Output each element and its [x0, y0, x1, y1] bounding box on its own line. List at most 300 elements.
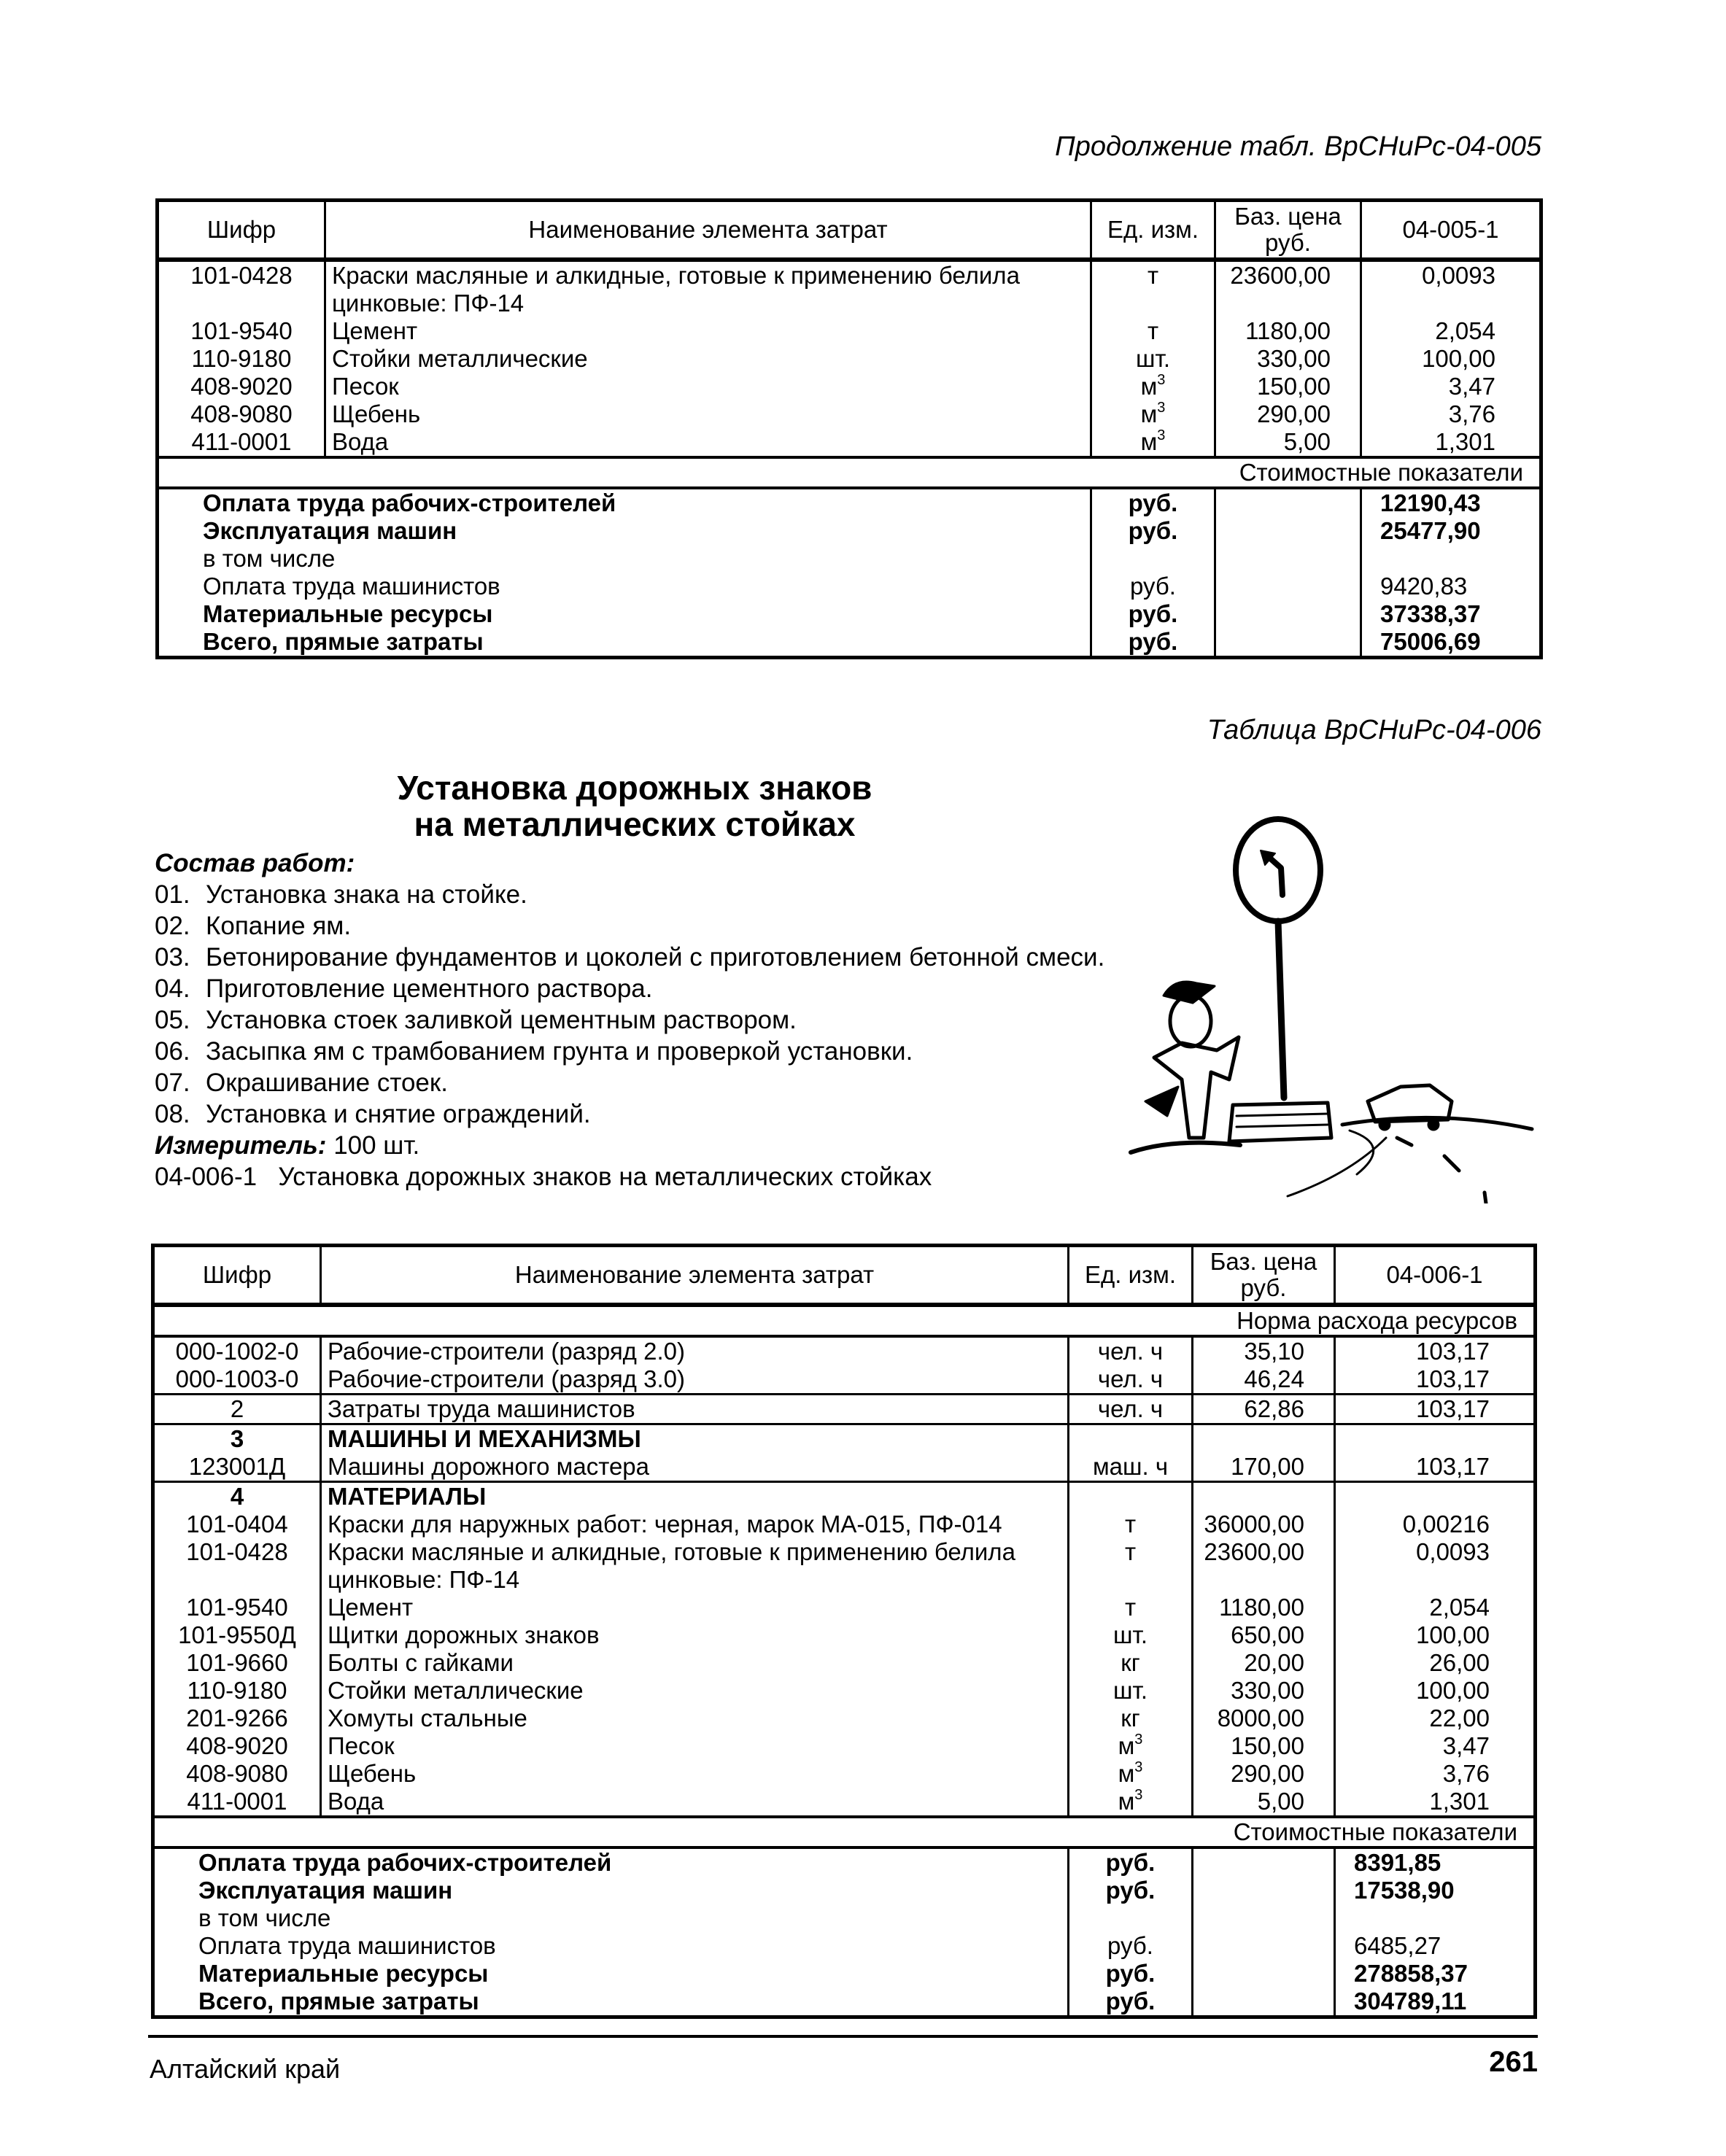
cost-unit: руб.: [1091, 517, 1215, 545]
cost-unit: руб.: [1091, 573, 1215, 600]
cell-unit: [1069, 1538, 1193, 1594]
cost-price-empty: [1215, 628, 1361, 658]
cell-unit: [1069, 1511, 1193, 1538]
cell-unit: [1091, 373, 1215, 400]
cell-value: [1335, 1482, 1536, 1511]
col-header-code: Шифр: [153, 1246, 321, 1306]
section-label: Норма расхода ресурсов: [153, 1305, 1536, 1336]
item-text: Установка стоек заливкой цементным раствором.: [206, 1006, 797, 1034]
table-row: [153, 1336, 1536, 1365]
unit-text: м: [1118, 1732, 1135, 1759]
cost-unit: руб.: [1069, 1932, 1193, 1960]
cost-value: 8391,85: [1354, 1849, 1441, 1876]
cell-name: [321, 1453, 1069, 1482]
unit-text: чел. ч: [1097, 1338, 1164, 1365]
name-text: Песок: [332, 373, 399, 400]
cell-code: 408-9080: [153, 1760, 321, 1788]
name-text-continued: цинковые: ПФ-14: [328, 1566, 520, 1593]
cell-price: 150,00: [1215, 373, 1361, 400]
cost-row: [158, 628, 1541, 658]
cell-price: 46,24: [1193, 1365, 1335, 1395]
cell-price: 170,00: [1193, 1453, 1335, 1482]
name-text: Щебень: [328, 1760, 417, 1787]
cost-name: Всего, прямые затраты: [153, 1988, 1069, 2017]
cell-unit: [1091, 400, 1215, 428]
unit-superscript: 3: [1134, 1787, 1143, 1803]
cost-name: Оплата труда машинистов: [158, 573, 1091, 600]
cost-name: Эксплуатация машин: [158, 517, 1091, 545]
composition-item: [155, 973, 1104, 1004]
cell-value: 103,17: [1416, 1453, 1490, 1480]
page-number: 261: [1489, 2046, 1538, 2078]
resource-section-header: [153, 1305, 1536, 1336]
cell-value: 1,301: [1429, 1788, 1490, 1815]
cost-unit: руб.: [1091, 600, 1215, 628]
norm-code: 04-006-1: [155, 1163, 258, 1191]
cell-price: 330,00: [1193, 1677, 1335, 1705]
col-header-name: Наименование элемента затрат: [321, 1246, 1069, 1306]
name-text: Краски для наружных работ: черная, марок МА-015, ПФ-014: [328, 1511, 1002, 1537]
cost-row: [158, 488, 1541, 517]
cost-row: [153, 1932, 1536, 1960]
unit-text: кг: [1121, 1649, 1140, 1676]
cost-value: 304789,11: [1354, 1988, 1467, 2015]
name-text: Краски масляные и алкидные, готовые к применению белила: [332, 262, 1020, 289]
unit-superscript: 3: [1157, 372, 1166, 388]
cost-price-empty: [1193, 1877, 1335, 1904]
cell-name: [321, 1511, 1069, 1538]
table-row: [158, 317, 1541, 345]
table-row: [153, 1705, 1536, 1732]
table-header-row: [153, 1246, 1536, 1306]
cost-name: Материальные ресурсы: [158, 600, 1091, 628]
item-number: 07.: [155, 1069, 190, 1097]
cost-unit: [1091, 545, 1215, 573]
cell-price: 36000,00: [1193, 1511, 1335, 1538]
cell-unit: [1069, 1482, 1193, 1511]
cost-value: 278858,37: [1354, 1960, 1468, 1987]
cell-name: [321, 1538, 1069, 1594]
cost-price-empty: [1215, 517, 1361, 545]
cost-value: [1335, 1904, 1536, 1932]
cost-unit: руб.: [1091, 628, 1215, 658]
unit-superscript: 3: [1157, 400, 1166, 416]
cell-price: 62,86: [1193, 1395, 1335, 1424]
cost-value: 17538,90: [1354, 1877, 1455, 1904]
cost-unit: руб.: [1069, 1847, 1193, 1877]
table-row: [153, 1760, 1536, 1788]
unit-text: чел. ч: [1097, 1365, 1164, 1392]
cell-code: 201-9266: [153, 1705, 321, 1732]
col-header-norm: 04-005-1: [1361, 201, 1541, 260]
cost-name: в том числе: [158, 545, 1091, 573]
unit-text: т: [1124, 1538, 1137, 1565]
norm-line: [155, 1161, 1104, 1193]
item-number: 04.: [155, 974, 190, 1003]
unit-text: т: [1147, 317, 1159, 344]
cell-name: МАШИНЫ И МЕХАНИЗМЫ: [321, 1424, 1069, 1454]
name-text: Болты с гайками: [328, 1649, 514, 1676]
section-label: Стоимостные показатели: [158, 457, 1541, 488]
cell-code: 2: [153, 1395, 321, 1424]
norm-title: Установка дорожных знаков на металлических стойках: [278, 1163, 932, 1191]
cell-unit: [1091, 260, 1215, 317]
cell-code: 408-9020: [158, 373, 325, 400]
cell-value: 103,17: [1416, 1365, 1490, 1392]
car-icon: [1368, 1085, 1452, 1131]
cell-name: [325, 260, 1091, 317]
cost-row: [153, 1904, 1536, 1932]
group-row: [153, 1424, 1536, 1454]
name-text-continued: цинковые: ПФ-14: [332, 290, 525, 317]
cost-unit: руб.: [1069, 1960, 1193, 1988]
cell-price: 20,00: [1193, 1649, 1335, 1677]
cell-price: 1180,00: [1193, 1594, 1335, 1621]
cell-value: 26,00: [1429, 1649, 1490, 1676]
cell-price: 290,00: [1193, 1760, 1335, 1788]
unit-superscript: 3: [1157, 427, 1166, 443]
cost-unit: руб.: [1069, 1988, 1193, 2017]
cell-unit: [1069, 1621, 1193, 1649]
cell-value: 2,054: [1429, 1594, 1490, 1621]
cell-price: 290,00: [1215, 400, 1361, 428]
cell-value: 2,054: [1435, 317, 1495, 344]
cell-code: 110-9180: [158, 345, 325, 373]
cell-name: [321, 1365, 1069, 1395]
cost-value: 75006,69: [1380, 628, 1481, 655]
cell-name: [325, 373, 1091, 400]
item-number: 06.: [155, 1037, 190, 1066]
table-row: [153, 1453, 1536, 1482]
cell-code: 101-9550Д: [153, 1621, 321, 1649]
cost-value: [1361, 545, 1541, 573]
cell-price: 35,10: [1193, 1336, 1335, 1365]
cost-row: [158, 517, 1541, 545]
col-header-code: Шифр: [158, 201, 325, 260]
table-caption: Таблица ВрСНиРс-04-006: [1207, 715, 1541, 745]
cell-code: 101-9540: [158, 317, 325, 345]
cell-price: 1180,00: [1215, 317, 1361, 345]
table-row: [153, 1511, 1536, 1538]
cell-value: [1335, 1424, 1536, 1454]
cell-price: 8000,00: [1193, 1705, 1335, 1732]
sign-pole: [1278, 921, 1284, 1098]
unit-text: чел. ч: [1097, 1395, 1164, 1422]
cell-name: МАТЕРИАЛЫ: [321, 1482, 1069, 1511]
meter-line: [155, 1130, 1104, 1161]
name-text: Цемент: [328, 1594, 414, 1621]
composition-item: [155, 942, 1104, 973]
name-text: Стойки металлические: [332, 345, 588, 372]
item-text: Установка и снятие ограждений.: [206, 1100, 591, 1128]
table-row: [153, 1365, 1536, 1395]
unit-text: т: [1124, 1511, 1137, 1537]
name-text: Цемент: [332, 317, 418, 344]
table-row: [153, 1788, 1536, 1817]
item-number: 01.: [155, 880, 190, 909]
cell-code: 101-0404: [153, 1511, 321, 1538]
cell-name: [321, 1621, 1069, 1649]
name-text: Рабочие-строители (разряд 2.0): [328, 1338, 685, 1365]
cell-code: 123001Д: [153, 1453, 321, 1482]
cost-name: Материальные ресурсы: [153, 1960, 1069, 1988]
cost-name: Эксплуатация машин: [153, 1877, 1069, 1904]
cell-name: [325, 317, 1091, 345]
table-row: [158, 373, 1541, 400]
col-header-norm: 04-006-1: [1335, 1246, 1536, 1306]
cell-code: 101-0428: [153, 1538, 321, 1594]
cell-unit: [1069, 1677, 1193, 1705]
name-text: Вода: [328, 1788, 384, 1815]
cost-unit: [1069, 1904, 1193, 1932]
cell-unit: [1091, 345, 1215, 373]
unit-text: шт.: [1112, 1677, 1148, 1704]
cost-price-empty: [1193, 1988, 1335, 2017]
cell-value: 3,47: [1442, 1732, 1490, 1759]
unit-text: маш. ч: [1092, 1453, 1169, 1480]
item-number: 08.: [155, 1100, 190, 1128]
cell-unit: [1069, 1395, 1193, 1424]
composition-item: [155, 1036, 1104, 1067]
cell-name: [325, 400, 1091, 428]
cell-value: 3,76: [1448, 400, 1495, 427]
table-row: [153, 1594, 1536, 1621]
cell-price: 23600,00: [1215, 260, 1361, 317]
cost-value: 6485,27: [1354, 1932, 1441, 1959]
cost-price-empty: [1193, 1904, 1335, 1932]
cost-unit: руб.: [1091, 488, 1215, 517]
col-header-unit: Ед. изм.: [1091, 201, 1215, 260]
cell-value: 0,0093: [1422, 262, 1495, 289]
table-header-row: [158, 201, 1541, 260]
cell-unit: [1069, 1365, 1193, 1395]
cost-row: [158, 573, 1541, 600]
item-text: Окрашивание стоек.: [206, 1069, 448, 1097]
cost-value: 37338,37: [1380, 600, 1481, 627]
table-row: [158, 428, 1541, 457]
cell-code: 3: [153, 1424, 321, 1454]
cost-value: 9420,83: [1380, 573, 1468, 600]
footer-region: Алтайский край: [150, 2054, 341, 2084]
unit-superscript: 3: [1134, 1759, 1143, 1775]
cost-name: Всего, прямые затраты: [158, 628, 1091, 658]
worker-with-road-sign-icon: [1109, 795, 1561, 1203]
name-text: Рабочие-строители (разряд 3.0): [328, 1365, 685, 1392]
cell-name: [325, 345, 1091, 373]
composition-item: [155, 1004, 1104, 1036]
unit-text: м: [1118, 1760, 1135, 1787]
cost-price-empty: [1193, 1847, 1335, 1877]
meter-value: 100 шт.: [333, 1131, 420, 1160]
cell-unit: [1069, 1424, 1193, 1454]
cell-price: [1193, 1424, 1335, 1454]
composition-item: [155, 879, 1104, 910]
cell-unit: [1069, 1336, 1193, 1365]
item-text: Копание ям.: [206, 912, 352, 940]
cell-value: 3,76: [1442, 1760, 1490, 1787]
cell-code: 411-0001: [153, 1788, 321, 1817]
cost-row: [153, 1877, 1536, 1904]
cell-name: [321, 1732, 1069, 1760]
footer-divider: [148, 2035, 1538, 2038]
cost-value: 25477,90: [1380, 517, 1481, 544]
worker-figure: [1131, 982, 1240, 1152]
section-label: Стоимостные показатели: [153, 1817, 1536, 1847]
unit-text: т: [1124, 1594, 1137, 1621]
meter-label: Измеритель:: [155, 1131, 327, 1160]
col-header-unit: Ед. изм.: [1069, 1246, 1193, 1306]
continuation-caption: Продолжение табл. ВрСНиРс-04-005: [1055, 131, 1541, 162]
cost-row: [153, 1847, 1536, 1877]
turn-left-arrow-icon: [1268, 856, 1282, 895]
cell-value: 0,00216: [1402, 1511, 1490, 1537]
cell-price: 330,00: [1215, 345, 1361, 373]
col-header-price: Баз. цена руб.: [1193, 1246, 1335, 1306]
composition-heading: Состав работ:: [155, 849, 355, 877]
table-row: [158, 260, 1541, 317]
table-row: [153, 1732, 1536, 1760]
cell-value: 103,17: [1335, 1395, 1536, 1424]
cell-unit: [1091, 428, 1215, 457]
cell-unit: [1069, 1788, 1193, 1817]
cell-price: 5,00: [1193, 1788, 1335, 1817]
cell-value: 100,00: [1422, 345, 1495, 372]
unit-text: м: [1140, 428, 1158, 455]
composition-item: [155, 910, 1104, 942]
unit-text: м: [1140, 373, 1158, 400]
item-text: Бетонирование фундаментов и цоколей с приготовлением бетонной смеси.: [206, 943, 1105, 972]
cost-unit: руб.: [1069, 1877, 1193, 1904]
name-text: Стойки металлические: [328, 1677, 584, 1704]
cell-name: [321, 1760, 1069, 1788]
unit-text: шт.: [1135, 345, 1171, 372]
cell-code: 101-9540: [153, 1594, 321, 1621]
table-row: [153, 1621, 1536, 1649]
composition-item: [155, 1098, 1104, 1130]
cell-value: 22,00: [1429, 1705, 1490, 1732]
table-row: [153, 1677, 1536, 1705]
cell-code: 408-9080: [158, 400, 325, 428]
cost-price-empty: [1215, 600, 1361, 628]
cost-row: [158, 600, 1541, 628]
cell-name: [321, 1788, 1069, 1817]
cell-unit: [1069, 1594, 1193, 1621]
item-number: 05.: [155, 1006, 190, 1034]
cell-name: [321, 1677, 1069, 1705]
cell-unit: [1069, 1760, 1193, 1788]
cell-value: 100,00: [1416, 1621, 1490, 1648]
cost-price-empty: [1215, 488, 1361, 517]
unit-text: шт.: [1112, 1621, 1148, 1648]
cell-price: 23600,00: [1193, 1538, 1335, 1594]
cell-name: [325, 428, 1091, 457]
item-number: 02.: [155, 912, 190, 940]
cell-value: 1,301: [1435, 428, 1495, 455]
cell-name: [321, 1336, 1069, 1365]
table-row: [158, 345, 1541, 373]
cell-value: 0,0093: [1416, 1538, 1490, 1565]
col-header-price: Баз. цена руб.: [1215, 201, 1361, 260]
cell-code: 101-0428: [158, 260, 325, 317]
cost-section-header: [158, 457, 1541, 488]
cell-unit: [1069, 1732, 1193, 1760]
cell-value: 100,00: [1416, 1677, 1490, 1704]
cell-code: 408-9020: [153, 1732, 321, 1760]
table-row: [153, 1649, 1536, 1677]
name-text: Щебень: [332, 400, 421, 427]
cost-name: в том числе: [153, 1904, 1069, 1932]
cost-row: [153, 1960, 1536, 1988]
cell-name: [321, 1594, 1069, 1621]
table-row: [158, 400, 1541, 428]
cost-price-empty: [1193, 1960, 1335, 1988]
cost-row: [153, 1988, 1536, 2017]
cost-price-empty: [1215, 573, 1361, 600]
unit-superscript: 3: [1134, 1732, 1143, 1748]
cost-name: Оплата труда рабочих-строителей: [153, 1847, 1069, 1877]
cell-value: 3,47: [1448, 373, 1495, 400]
name-text: Вода: [332, 428, 389, 455]
cell-price: 650,00: [1193, 1621, 1335, 1649]
cell-code: 101-9660: [153, 1649, 321, 1677]
unit-text: т: [1147, 262, 1159, 289]
item-text: Засыпка ям с трамбованием грунта и проверкой установки.: [206, 1037, 913, 1066]
cell-price: 150,00: [1193, 1732, 1335, 1760]
cell-price: [1193, 1482, 1335, 1511]
cell-code: 110-9180: [153, 1677, 321, 1705]
name-text: Хомуты стальные: [328, 1705, 527, 1732]
cell-value: 103,17: [1416, 1338, 1490, 1365]
cell-name: [321, 1705, 1069, 1732]
unit-text: кг: [1121, 1705, 1140, 1732]
cell-code: 4: [153, 1482, 321, 1511]
cost-name: Оплата труда рабочих-строителей: [158, 488, 1091, 517]
road-sign-icon: [1236, 819, 1320, 921]
col-header-name: Наименование элемента затрат: [325, 201, 1091, 260]
name-text: Песок: [328, 1732, 395, 1759]
cost-value: 12190,43: [1380, 489, 1481, 516]
name-text: Затраты труда машинистов: [328, 1395, 635, 1422]
cell-unit: [1069, 1453, 1193, 1482]
resource-table-04-005: [155, 198, 1543, 659]
cost-row: [158, 545, 1541, 573]
cell-unit: [1069, 1705, 1193, 1732]
cost-price-empty: [1215, 545, 1361, 573]
name-text: Щитки дорожных знаков: [328, 1621, 600, 1648]
name-text: Машины дорожного мастера: [328, 1453, 650, 1480]
composition-item: [155, 1067, 1104, 1098]
cell-unit: [1069, 1649, 1193, 1677]
cost-name: Оплата труда машинистов: [153, 1932, 1069, 1960]
cell-code: 000-1003-0: [153, 1365, 321, 1395]
cell-price: 5,00: [1215, 428, 1361, 457]
item-text: Установка знака на стойке.: [206, 880, 527, 909]
section-title: Установка дорожных знаков на металлических стойках: [397, 769, 872, 843]
cost-section-header: [153, 1817, 1536, 1847]
unit-text: м: [1140, 400, 1158, 427]
group-row: [153, 1482, 1536, 1511]
name-text: Краски масляные и алкидные, готовые к применению белила: [328, 1538, 1015, 1565]
unit-text: м: [1118, 1788, 1135, 1815]
table-row: [153, 1538, 1536, 1594]
cell-name: [321, 1395, 1069, 1424]
cost-price-empty: [1193, 1932, 1335, 1960]
cell-code: 000-1002-0: [153, 1336, 321, 1365]
resource-table-04-006: [151, 1244, 1537, 2019]
item-text: Приготовление цементного раствора.: [206, 974, 653, 1003]
cell-code: 411-0001: [158, 428, 325, 457]
table-row: [153, 1395, 1536, 1424]
